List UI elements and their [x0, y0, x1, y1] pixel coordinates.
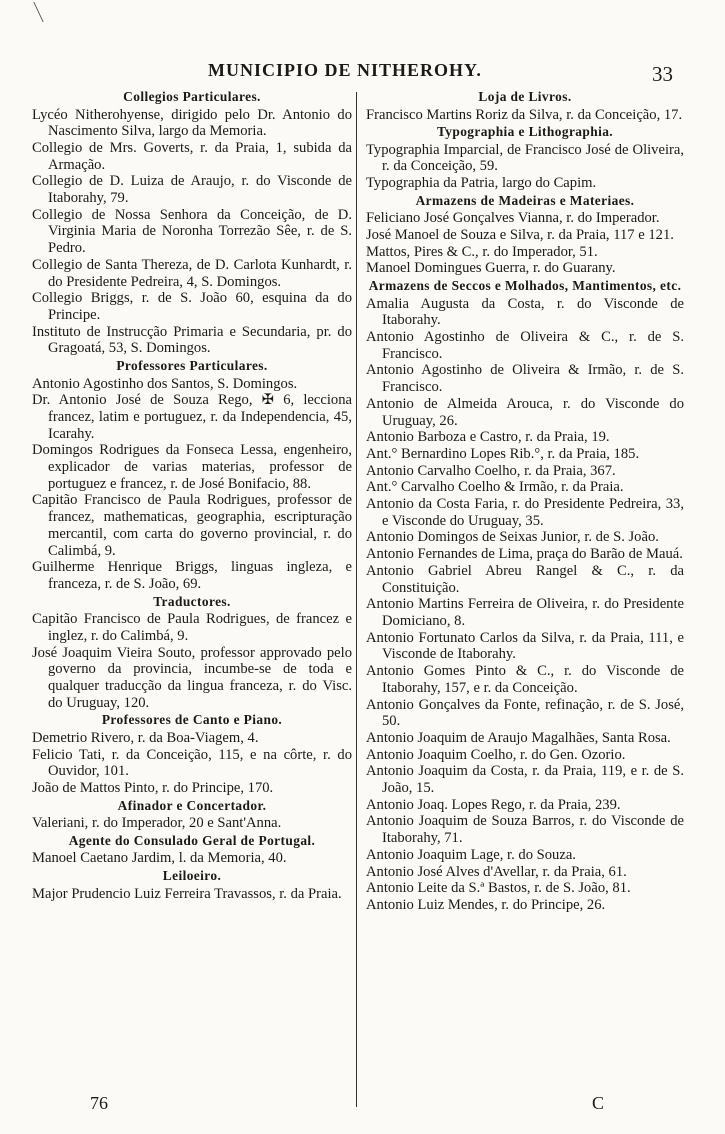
- directory-entry: Manoel Caetano Jardim, l. da Memoria, 40.: [32, 850, 287, 867]
- section-heading: Armazens de Madeiras e Materiaes.: [415, 192, 635, 208]
- directory-entry: Collegio Briggs, r. de S. João 60, esquina da do Principe.: [32, 290, 352, 323]
- section-heading: Afinador e Concertador.: [117, 797, 267, 813]
- footer-number: 76: [90, 1093, 108, 1113]
- right-column: [366, 88, 684, 914]
- directory-entry: João de Mattos Pinto, r. do Principe, 170.: [32, 780, 274, 797]
- directory-entry: Antonio Fernandes de Lima, praça do Barão de Mauá.: [366, 546, 683, 563]
- left-column: [32, 88, 352, 902]
- directory-entry: Guilherme Henrique Briggs, linguas ingleza, e franceza, r. de S. João, 69.: [32, 559, 352, 592]
- directory-entry: Domingos Rodrigues da Fonseca Lessa, engenheiro, explicador de varias materias, professor de portuguez e francez, r. de José Bonifacio, 88.: [32, 442, 352, 492]
- directory-entry: Antonio Joaq. Lopes Rego, r. da Praia, 239.: [366, 796, 621, 813]
- directory-entry: Antonio Gomes Pinto & C., r. do Visconde de Itaborahy, 157, e r. da Conceição.: [366, 663, 684, 696]
- directory-entry: José Manoel de Souza e Silva, r. da Praia, 117 e 121.: [366, 227, 674, 244]
- directory-entry: Antonio Joaquim de Souza Barros, r. do Visconde de Itaborahy, 71.: [366, 813, 684, 847]
- directory-entry: Demetrio Rivero, r. da Boa-Viagem, 4.: [32, 729, 259, 746]
- directory-entry: Typographia Imparcial, de Francisco José de Oliveira, r. da Conceição, 59.: [366, 141, 684, 175]
- footer-signature-letter: C: [592, 1093, 605, 1113]
- directory-entry: Dr. Antonio José de Souza Rego, ✠ 6, lecciona francez, latim e portuguez, r. da Independencia, 45, Icarahy.: [32, 392, 352, 442]
- directory-entry: Antonio Agostinho de Oliveira & C., r. de S. Francisco.: [366, 329, 684, 362]
- directory-entry: Antonio Carvalho Coelho, r. da Praia, 367.: [366, 462, 616, 479]
- directory-entry: Antonio Martins Ferreira de Oliveira, r. do Presidente Domiciano, 8.: [366, 596, 684, 629]
- directory-entry: Collegio de Santa Thereza, de D. Carlota Kunhardt, r. do Presidente Pedreira, 4, S. Domingos.: [32, 256, 352, 290]
- directory-entry: Antonio José Alves d'Avellar, r. da Praia, 61.: [366, 863, 627, 880]
- section-heading: Agente do Consulado Geral de Portugal.: [68, 832, 316, 848]
- directory-entry: Major Prudencio Luiz Ferreira Travassos, r. da Praia.: [32, 885, 342, 902]
- directory-entry: Collegio de Nossa Senhora da Conceição, de D. Virginia Maria de Noronha Torrezão Sêe, r. de S. Pedro.: [32, 206, 352, 257]
- directory-entry: Ant.° Carvalho Coelho & Irmão, r. da Praia.: [366, 479, 624, 496]
- directory-entry: Antonio de Almeida Arouca, r. do Visconde do Uruguay, 26.: [366, 395, 684, 429]
- directory-entry: Francisco Martins Roriz da Silva, r. da Conceição, 17.: [366, 106, 683, 123]
- directory-entry: Instituto de Instrucção Primaria e Secundaria, pr. do Gragoatá, 53, S. Domingos.: [32, 323, 352, 357]
- directory-entry: Amalia Augusta da Costa, r. do Visconde de Itaborahy.: [366, 295, 684, 329]
- directory-entry: Capitão Francisco de Paula Rodrigues, de francez e inglez, r. do Calimbá, 9.: [32, 611, 352, 644]
- section-heading: Collegios Particulares.: [123, 89, 261, 104]
- directory-entry: Antonio Joaquim Lage, r. do Souza.: [366, 846, 576, 863]
- directory-entry: Antonio Domingos de Seixas Junior, r. de S. João.: [366, 529, 659, 546]
- column-divider: [356, 92, 357, 1107]
- directory-entry: Felicio Tati, r. da Conceição, 115, e na côrte, r. do Ouvidor, 101.: [32, 746, 352, 780]
- directory-entry: Antonio da Costa Faria, r. do Presidente Pedreira, 33, e Visconde do Uruguay, 35.: [366, 496, 684, 529]
- directory-entry: Lycéo Nitherohyense, dirigido pelo Dr. Antonio do Nascimento Silva, largo da Memoria.: [32, 106, 352, 140]
- directory-entry: Collegio de D. Luiza de Araujo, r. do Visconde de Itaborahy, 79.: [32, 173, 352, 207]
- page-title: MUNICIPIO DE NITHEROHY.: [208, 60, 482, 80]
- section-heading: Loja de Livros.: [478, 89, 572, 104]
- directory-entry: Collegio de Mrs. Goverts, r. da Praia, 1, subida da Armação.: [32, 139, 352, 173]
- directory-entry: Antonio Leite da S.ª Bastos, r. de S. João, 81.: [366, 880, 631, 897]
- directory-entry: Antonio Barboza e Castro, r. da Praia, 19.: [366, 429, 610, 446]
- directory-entry: Antonio Joaquim da Costa, r. da Praia, 119, e r. de S. João, 15.: [366, 763, 684, 797]
- section-heading: Leiloeiro.: [162, 868, 222, 884]
- directory-entry: Antonio Luiz Mendes, r. do Principe, 26.: [366, 896, 606, 913]
- directory-entry: Ant.° Bernardino Lopes Rib.°, r. da Praia, 185.: [366, 445, 640, 462]
- directory-entry: Antonio Agostinho dos Santos, S. Domingos.: [32, 375, 298, 392]
- directory-entry: Antonio Joaquim de Araujo Magalhães, Santa Rosa.: [366, 729, 671, 746]
- directory-entry: Antonio Agostinho de Oliveira & Irmão, r. de S. Francisco.: [366, 362, 684, 396]
- directory-entry: Antonio Fortunato Carlos da Silva, r. da Praia, 111, e Visconde de Itaborahy.: [366, 629, 684, 663]
- section-heading: Armazens de Seccos e Molhados, Mantimentos, etc.: [368, 278, 682, 294]
- directory-entry: Typographia da Patria, largo do Capim.: [366, 175, 597, 192]
- directory-entry: Antonio Gabriel Abreu Rangel & C., r. da Constituição.: [366, 562, 684, 596]
- section-heading: Professores de Canto e Piano.: [101, 712, 283, 728]
- directory-entry: Antonio Gonçalves da Fonte, refinação, r. de S. José, 50.: [366, 696, 684, 730]
- page-number: 33: [652, 62, 673, 86]
- directory-entry: Feliciano José Gonçalves Vianna, r. do Imperador.: [366, 210, 660, 227]
- section-heading: Traductores.: [153, 593, 231, 609]
- directory-entry: Valeriani, r. do Imperador, 20 e Sant'Anna.: [32, 815, 282, 832]
- section-heading: Typographia e Lithographia.: [436, 124, 614, 140]
- margin-mark: [33, 2, 55, 22]
- section-heading: Professores Particulares.: [116, 358, 268, 374]
- directory-entry: Antonio Joaquim Coelho, r. do Gen. Ozorio.: [366, 746, 626, 763]
- directory-entry: Manoel Domingues Guerra, r. do Guarany.: [366, 260, 616, 277]
- directory-entry: Mattos, Pires & C., r. do Imperador, 51.: [366, 243, 598, 260]
- directory-entry: José Joaquim Vieira Souto, professor approvado pelo governo da provincia, incumbe-se de toda e qualquer traducção da lingua franceza, r. do Visc. do Uruguay, 120.: [32, 644, 352, 711]
- directory-entry: Capitão Francisco de Paula Rodrigues, professor de francez, mathematicas, geographia, escripturação mercantil, com carta do governo provincial, r. do Calimbá, 9.: [32, 492, 352, 559]
